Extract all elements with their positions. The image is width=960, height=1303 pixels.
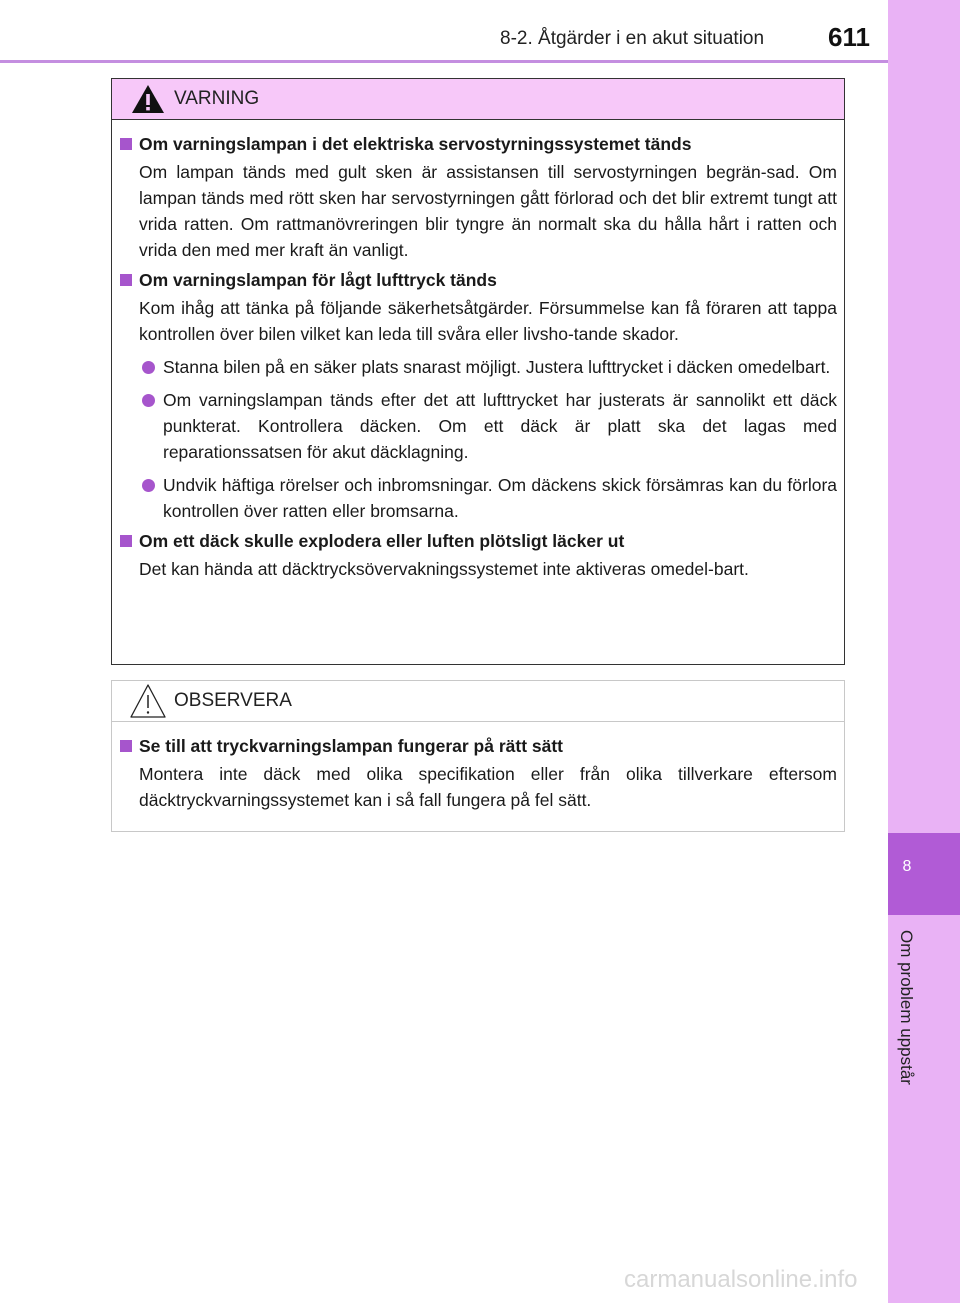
section-heading: Om varningslampan för lågt lufttryck tänds xyxy=(119,270,837,291)
section-text: Det kan hända att däcktrycksövervakningssystemet inte aktiveras omedel-bart. xyxy=(139,559,749,579)
chapter-title: Om problem uppstår xyxy=(897,930,916,1085)
page-number: 611 xyxy=(828,22,870,52)
circle-bullet-icon xyxy=(142,361,155,374)
list-item: Stanna bilen på en säker plats snarast möjligt. Justera lufttrycket i däcken omedelbart. xyxy=(119,354,837,380)
section-text: Om lampan tänds med gult sken är assistansen till servostyrningen begrän-sad. Om lampan tänds med rött sken har servostyrningen gått förlorad och det blir extremt tungt att vrida ratten. Om rattmanövreringen blir tyngre än normalt ska du hålla hårt i ratten och vrida den med mer kraft än vanligt. xyxy=(139,162,837,260)
warning-label: VARNING xyxy=(174,88,260,109)
list-item: Om varningslampan tänds efter det att lufttrycket har justerats är sannolikt ett däck punkterat. Kontrollera däcken. Om ett däck är platt ska det lagas med reparationssatsen för akut däcklagning. xyxy=(119,387,837,465)
caution-triangle-icon xyxy=(129,683,167,719)
square-bullet-icon xyxy=(120,274,132,286)
list-item: Undvik häftiga rörelser och inbromsningar. Om däckens skick försämras kan du förlora kontrollen över ratten eller bromsarna. xyxy=(119,472,837,524)
section-heading: Om ett däck skulle explodera eller luften plötsligt läcker ut xyxy=(119,531,837,552)
warning-triangle-icon xyxy=(130,83,166,115)
notice-box xyxy=(111,680,845,832)
watermark: carmanualsonline.info xyxy=(624,1266,858,1293)
header-rule xyxy=(0,60,888,63)
section-heading: Om varningslampan i det elektriska servostyrningssystemet tänds xyxy=(119,134,837,155)
warning-content xyxy=(112,120,844,582)
notice-label: OBSERVERA xyxy=(174,690,292,711)
section-title: 8-2. Åtgärder i en akut situation xyxy=(500,28,765,49)
section-heading: Se till att tryckvarningslampan fungerar på rätt sätt xyxy=(119,736,837,757)
square-bullet-icon xyxy=(120,138,132,150)
notice-content xyxy=(112,722,844,813)
section-text: Kom ihåg att tänka på följande säkerhetsåtgärder. Försummelse kan få föraren att tappa kontrollen över bilen vilket kan leda till svåra eller livsho-tande skador. xyxy=(139,298,837,344)
chapter-side-tab xyxy=(888,0,960,1303)
square-bullet-icon xyxy=(120,535,132,547)
chapter-number: 8 xyxy=(902,858,912,875)
circle-bullet-icon xyxy=(142,394,155,407)
warning-header xyxy=(112,79,844,120)
notice-header xyxy=(112,681,844,722)
warning-box xyxy=(111,78,845,665)
section-text: Montera inte däck med olika specifikation eller från olika tillverkare eftersom däcktryckvarningssystemet kan i så fall fungera på fel sätt. xyxy=(139,764,837,810)
square-bullet-icon xyxy=(120,740,132,752)
circle-bullet-icon xyxy=(142,479,155,492)
